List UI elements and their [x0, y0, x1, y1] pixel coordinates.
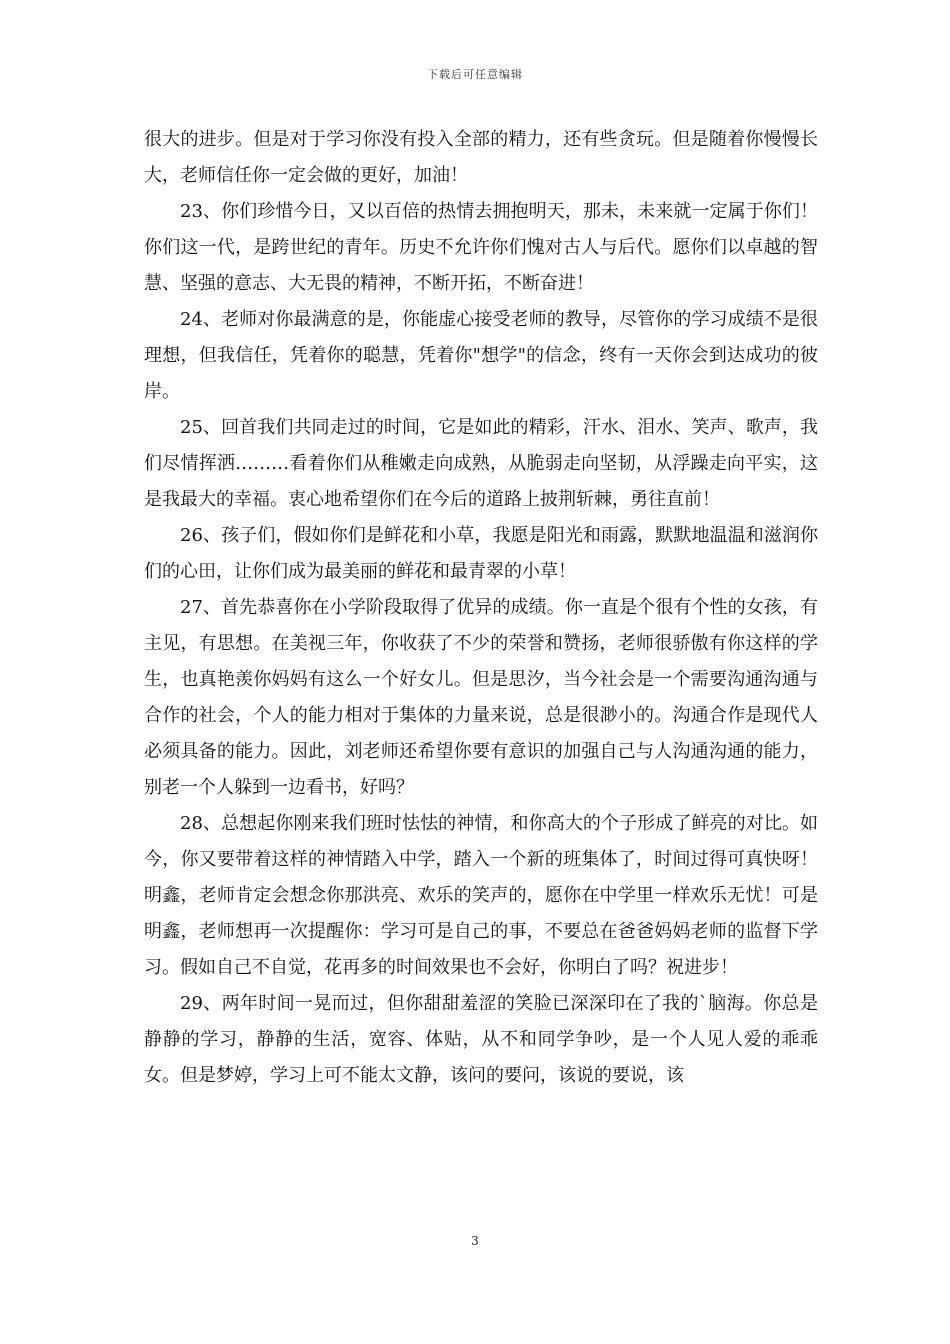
document-body	[144, 122, 818, 1094]
page-number: 3	[471, 1234, 479, 1248]
paragraph-27: 27、首先恭喜你在小学阶段取得了优异的成绩。你一直是个很有个性的女孩，有主见，有思想。在美视三年，你收获了不少的荣誉和赞扬，老师很骄傲有你这样的学生，也真艳羡你妈妈有这么一个好女儿。但是思汐，当今社会是一个需要沟通沟通与合作的社会，个人的能力相对于集体的力量来说，总是很渺小的。沟通合作是现代人必须具备的能力。因此，刘老师还希望你要有意识的加强自己与人沟通沟通的能力，别老一个人躲到一边看书，好吗？	[144, 597, 818, 798]
paragraph-continued: 很大的进步。但是对于学习你没有投入全部的精力，还有些贪玩。但是随着你慢慢长大，老师信任你一定会做的更好，加油！	[144, 129, 818, 186]
paragraph-23: 23、你们珍惜今日，又以百倍的热情去拥抱明天，那未，未来就一定属于你们！你们这一代，是跨世纪的青年。历史不允许你们愧对古人与后代。愿你们以卓越的智慧、坚强的意志、大无畏的精神，不断开拓，不断奋进！	[144, 201, 818, 294]
paragraph-28: 28、总想起你刚来我们班时怯怯的神情，和你高大的个子形成了鲜亮的对比。如今，你又要带着这样的神情踏入中学，踏入一个新的班集体了，时间过得可真快呀！明鑫，老师肯定会想念你那洪亮、欢乐的笑声的，愿你在中学里一样欢乐无忧！可是明鑫，老师想再一次提醒你：学习可是自己的事，不要总在爸爸妈妈老师的监督下学习。假如自己不自觉，花再多的时间效果也不会好，你明白了吗？祝进步！	[144, 813, 818, 978]
paragraph-26: 26、孩子们，假如你们是鲜花和小草，我愿是阳光和雨露，默默地温温和滋润你们的心田，让你们成为最美丽的鲜花和最青翠的小草！	[144, 525, 818, 582]
paragraph-25: 25、回首我们共同走过的时间，它是如此的精彩，汗水、泪水、笑声、歌声，我们尽情挥洒………看着你们从稚嫩走向成熟，从脆弱走向坚韧，从浮躁走向平实，这是我最大的幸福。衷心地希望你们在今后的道路上披荆斩棘，勇往直前！	[144, 417, 818, 510]
page-header: 下载后可任意编辑	[427, 68, 523, 81]
paragraph-29: 29、两年时间一晃而过，但你甜甜羞涩的笑脸已深深印在了我的`脑海。你总是静静的学习，静静的生活，宽容、体贴，从不和同学争吵，是一个人见人爱的乖乖女。但是梦婷，学习上可不能太文静，该问的要问，该说的要说，该	[144, 993, 818, 1086]
paragraph-24: 24、老师对你最满意的是，你能虚心接受老师的教导，尽管你的学习成绩不是很理想，但我信任，凭着你的聪慧，凭着你"想学"的信念，终有一天你会到达成功的彼岸。	[144, 309, 818, 402]
